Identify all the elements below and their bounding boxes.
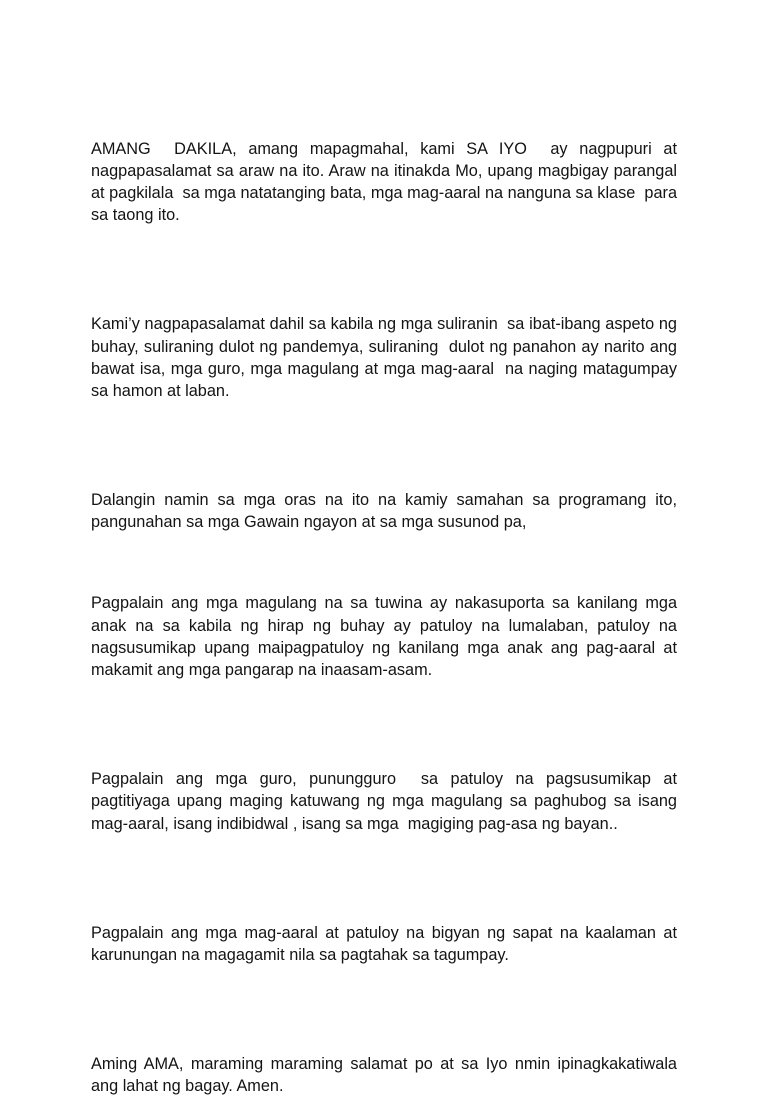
document-body (91, 93, 682, 1120)
paragraph-closing: Aming AMA, maraming maraming salamat po at sa Iyo nmin ipinagkakatiwala ang lahat ng bagay. Amen. (91, 1054, 682, 1096)
paragraph-bless-teachers: Pagpalain ang mga guro, punungguro sa patuloy na pagsusumikap at pagtitiyaga upang maging katuwang ng mga magulang sa paghubog sa isang mag-aaral, isang indibidwal , isang sa mga magiging pag-asa ng bayan.. (91, 770, 682, 833)
paragraph-prayer-request: Dalangin namin sa mga oras na ito na kamiy samahan sa programang ito, pangunahan sa mga Gawain ngayon at sa mga susunod pa, (91, 491, 682, 532)
paragraph-thanks: Kami’y nagpapasalamat dahil sa kabila ng mga suliranin sa ibat-ibang aspeto ng buhay, suliraning dulot ng pandemya, suliraning dulot ng panahon ay narito ang bawat isa, mga guro, mga magulang at mga mag-aaral na naging matagumpay sa hamon at laban. (91, 315, 682, 401)
paragraph-opening: AMANG DAKILA, amang mapagmahal, kami SA IYO ay nagpupuri at nagpapasalamat sa araw na ito. Araw na itinakda Mo, upang magbigay parangal at pagkilala sa mga natatanging bata, mga mag-aaral na nanguna sa klase para sa taong ito. (91, 139, 682, 225)
paragraph-bless-students: Pagpalain ang mga mag-aaral at patuloy na bigyan ng sapat na kaalaman at karunungan na magagamit nila sa pagtahak sa tagumpay. (91, 923, 682, 964)
paragraph-bless-parents: Pagpalain ang mga magulang na sa tuwina ay nakasuporta sa kanilang mga anak na sa kabila ng hirap ng buhay ay patuloy na lumalaban, patuloy na nagsusumikap upang maipagpatuloy ng kanilang mga anak ang pag-aaral at makamit ang mga pangarap na inaasam-asam. (91, 594, 682, 680)
